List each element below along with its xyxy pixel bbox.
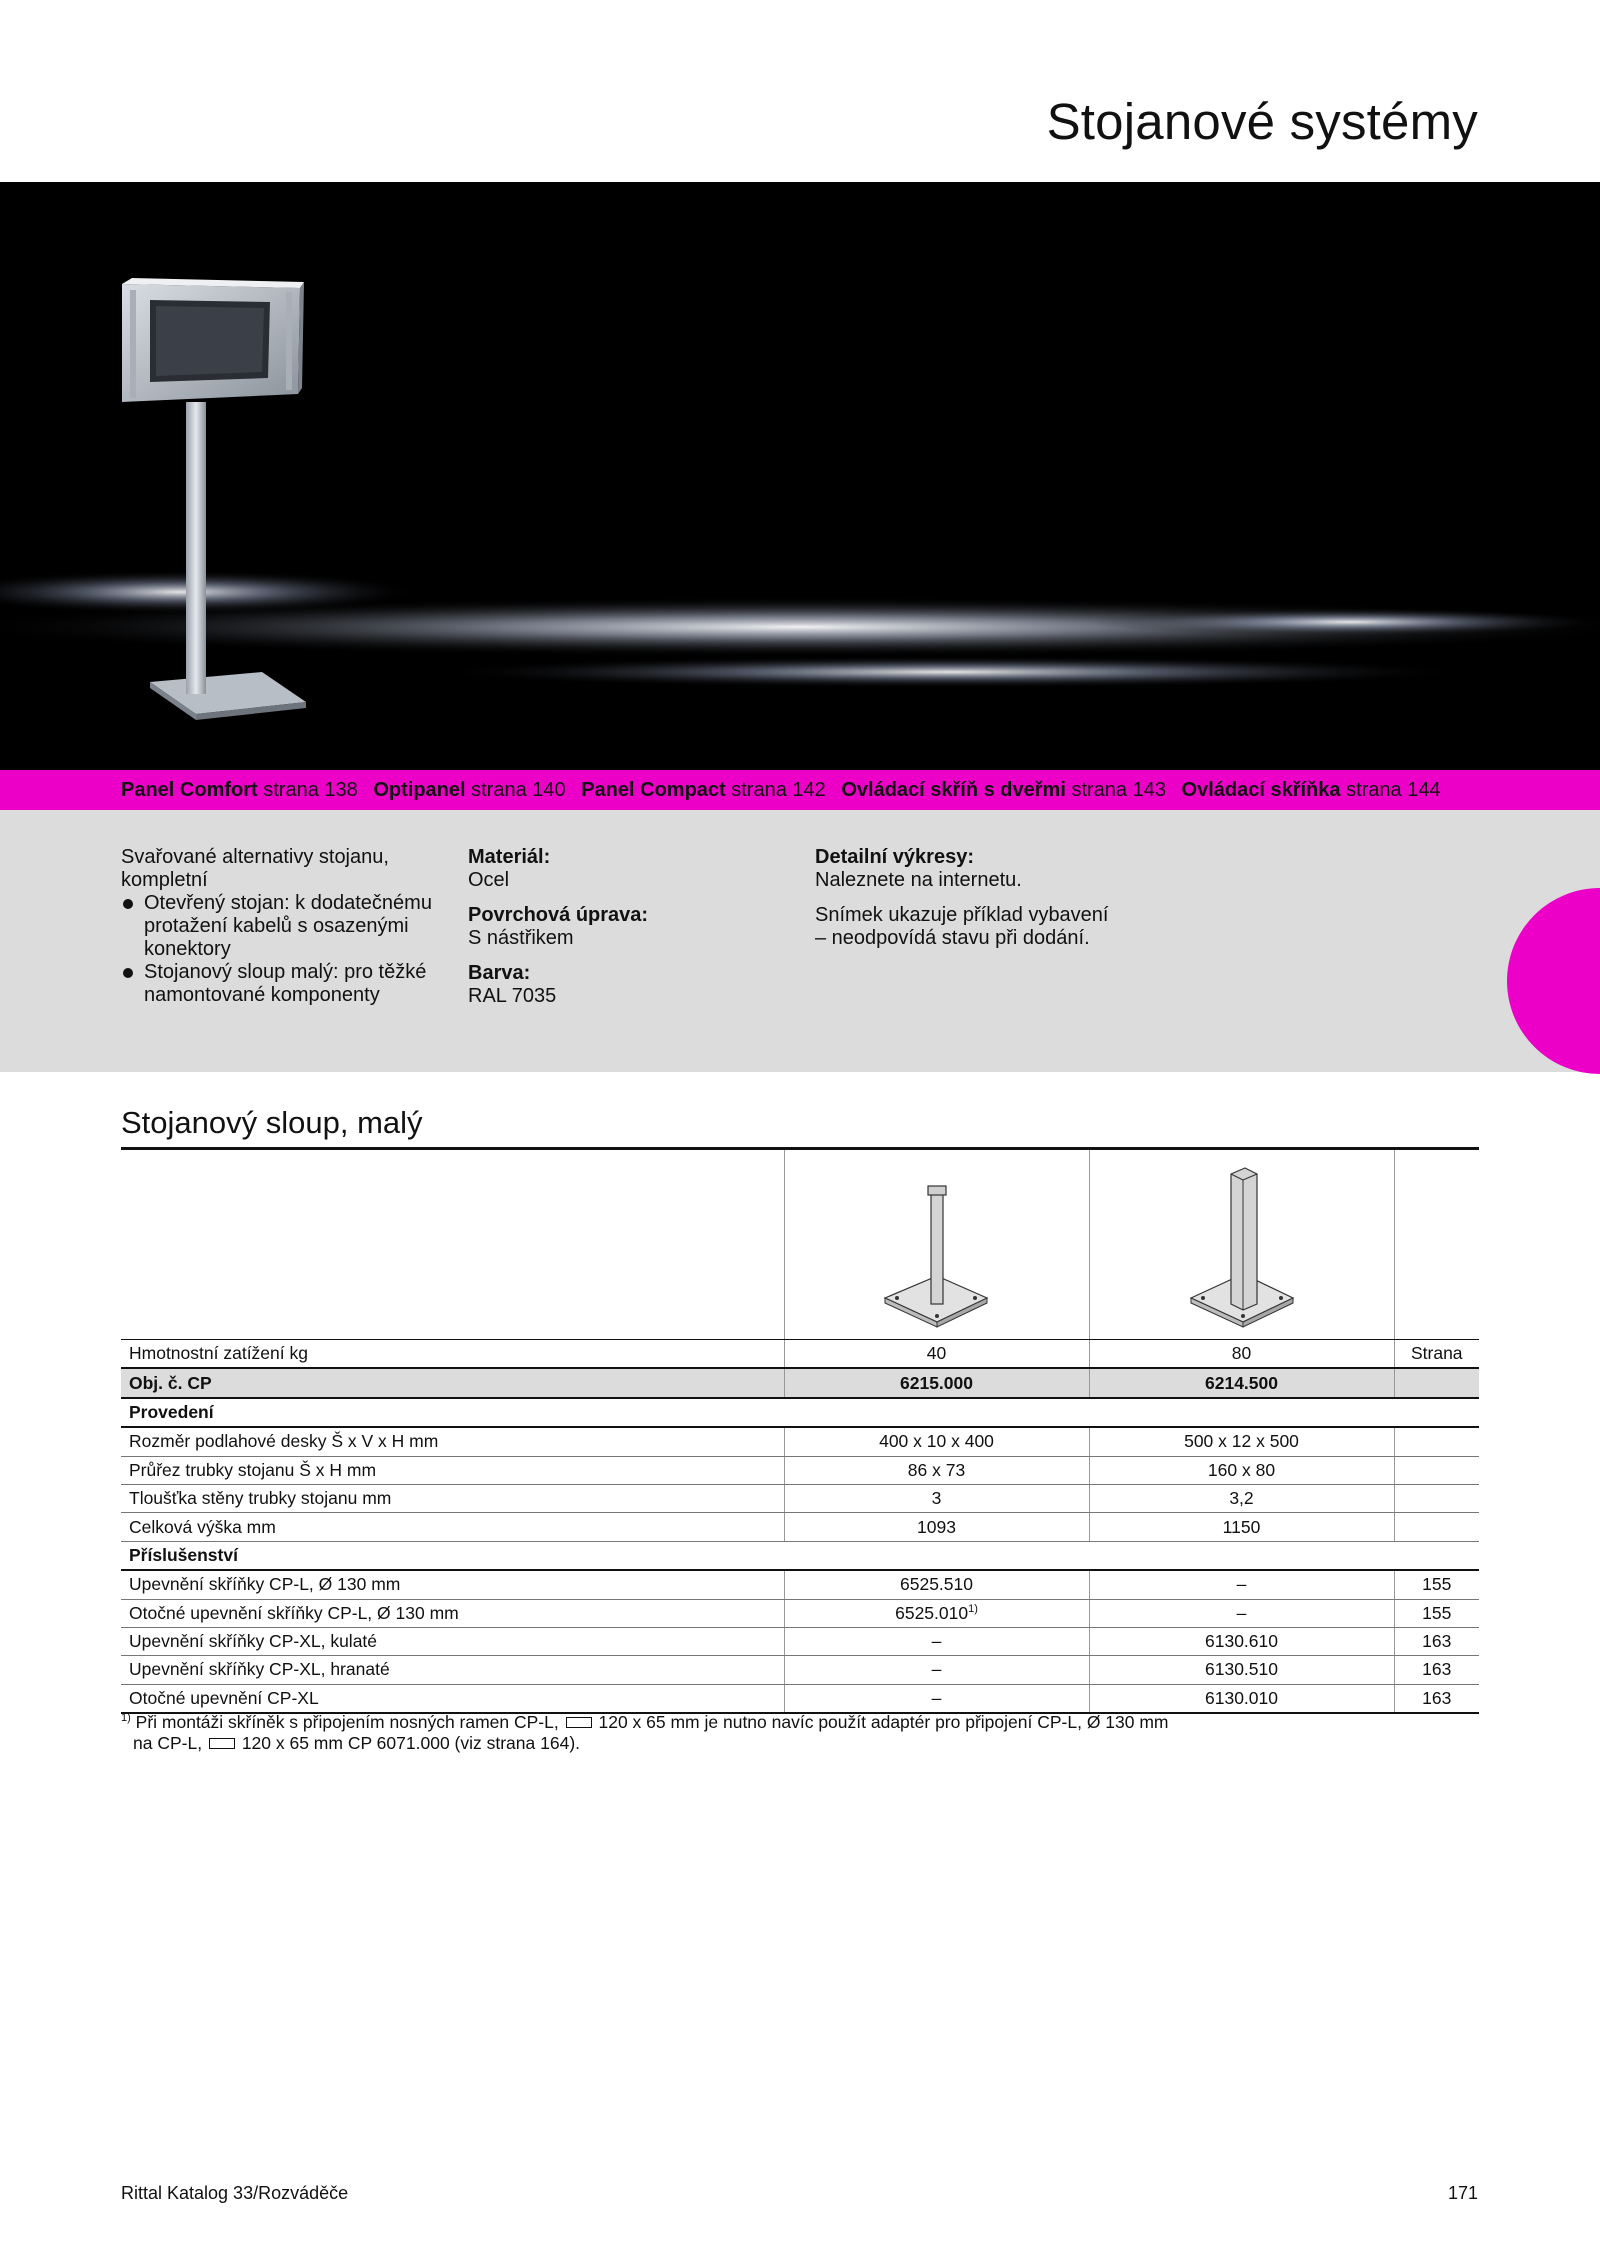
cell-value: 1150: [1089, 1513, 1394, 1541]
rectangle-symbol-icon: [566, 1717, 592, 1728]
table-row: [121, 1627, 1479, 1655]
table-section-row: [121, 1398, 1479, 1427]
cell-page: [1394, 1368, 1479, 1397]
cell-page: 163: [1394, 1627, 1479, 1655]
row-label: Celková výška mm: [121, 1513, 784, 1541]
cell-value: 160 x 80: [1089, 1456, 1394, 1484]
info-drawings: [815, 846, 1115, 950]
table-row: [121, 1368, 1479, 1397]
table-row: [121, 1456, 1479, 1484]
product-nav: [0, 770, 1600, 810]
drawings-value: Naleznete na internetu.: [815, 869, 1022, 891]
row-label: Otočné upevnění CP-XL: [121, 1684, 784, 1713]
cell-value: 40: [784, 1340, 1089, 1369]
drawings-label: Detailní výkresy:: [815, 846, 974, 868]
footnote-mark: 1): [121, 1712, 131, 1724]
row-label: Upevnění skříňky CP-XL, hranaté: [121, 1656, 784, 1684]
cell-value: 400 x 10 x 400: [784, 1427, 1089, 1456]
table-row: [121, 1656, 1479, 1684]
nav-ovladaci-skrin[interactable]: Ovládací skříň s dveřmi strana 143: [841, 779, 1166, 801]
cell-value: 6130.610: [1089, 1627, 1394, 1655]
footnote-text: Při montáži skříněk s připojením nosných ramen CP-L,: [135, 1712, 559, 1732]
cell-value: 86 x 73: [784, 1456, 1089, 1484]
surface-label: Povrchová úprava:: [468, 904, 649, 926]
cell-value: 80: [1089, 1340, 1394, 1369]
cell-page: [1394, 1513, 1479, 1541]
hero-image: [0, 182, 1600, 770]
info-box: [0, 810, 1600, 1072]
row-label: Upevnění skříňky CP-L, Ø 130 mm: [121, 1570, 784, 1599]
intro-text: Svařované alternativy stojanu, kompletní: [121, 846, 389, 891]
color-label: Barva:: [468, 962, 531, 984]
table-row: [121, 1427, 1479, 1456]
cell-page: Strana: [1394, 1340, 1479, 1369]
cell-page: 155: [1394, 1570, 1479, 1599]
row-label: Otočné upevnění skříňky CP-L, Ø 130 mm: [121, 1599, 784, 1627]
cell-value: –: [784, 1656, 1089, 1684]
cell-value: 6525.510: [784, 1570, 1089, 1599]
footnote-ref: 1): [968, 1602, 978, 1615]
section-title: Stojanový sloup, malý: [121, 1105, 423, 1140]
footnote-text: na CP-L,: [133, 1733, 203, 1753]
cell-page: 163: [1394, 1684, 1479, 1713]
table-row: [121, 1570, 1479, 1599]
page-title: Stojanové systémy: [1046, 93, 1478, 150]
rectangle-symbol-icon: [209, 1738, 235, 1749]
cell-value: 3: [784, 1484, 1089, 1512]
order-number: 6214.500: [1089, 1368, 1394, 1397]
page-number: 171: [1447, 2183, 1478, 2203]
footnote: [121, 1708, 1169, 1754]
table-section-row: [121, 1541, 1479, 1570]
cell-value: 6525.010$^{1)}$: [784, 1599, 1089, 1627]
row-label: Hmotnostní zatížení kg: [121, 1340, 784, 1369]
cell-value: –: [784, 1684, 1089, 1713]
row-label: Tloušťka stěny trubky stojanu mm: [121, 1484, 784, 1512]
bullet-item: Stojanový sloup malý: pro těžké namontované komponenty: [121, 961, 441, 1007]
material-value: Ocel: [468, 869, 510, 891]
table-row: [121, 1484, 1479, 1512]
material-label: Materiál:: [468, 846, 551, 868]
cell-value: –: [1089, 1570, 1394, 1599]
small-stand-drawing: [881, 1184, 991, 1334]
cell-value: 500 x 12 x 500: [1089, 1427, 1394, 1456]
large-stand-drawing: [1187, 1164, 1297, 1334]
bullet-item: Otevřený stojan: k dodatečnému protažení kabelů s osazenými konektory: [121, 892, 441, 961]
nav-ovladaci-skrinka[interactable]: Ovládací skříňka strana 144: [1181, 779, 1441, 801]
cell-value: 3,2: [1089, 1484, 1394, 1512]
nav-panel-compact[interactable]: Panel Compact strana 142: [581, 779, 826, 801]
footnote-text: 120 x 65 mm je nutno navíc použít adaptér pro připojení CP-L, Ø 130 mm: [598, 1712, 1169, 1732]
info-description: [121, 846, 441, 1007]
cell-value: 6130.010: [1089, 1684, 1394, 1713]
product-images-row: [121, 1150, 1479, 1339]
order-number: 6215.000: [784, 1368, 1089, 1397]
cell-page: [1394, 1484, 1479, 1512]
cell-page: [1394, 1456, 1479, 1484]
surface-value: S nástřikem: [468, 927, 574, 949]
cell-page: 163: [1394, 1656, 1479, 1684]
row-label: Průřez trubky stojanu Š x H mm: [121, 1456, 784, 1484]
cell-value: 6130.510: [1089, 1656, 1394, 1684]
row-label: Rozměr podlahové desky Š x V x H mm: [121, 1427, 784, 1456]
stand-photo: [0, 182, 1600, 770]
cell-page: [1394, 1427, 1479, 1456]
table-row: [121, 1599, 1479, 1627]
table-row: [121, 1340, 1479, 1369]
spec-table: [121, 1339, 1479, 1714]
color-value: RAL 7035: [468, 985, 557, 1007]
row-label: Upevnění skříňky CP-XL, kulaté: [121, 1627, 784, 1655]
cell-value: 1093: [784, 1513, 1089, 1541]
cell-value: –: [784, 1627, 1089, 1655]
info-material: [468, 846, 768, 1008]
section-label: Provedení: [121, 1398, 1479, 1427]
nav-optipanel[interactable]: Optipanel strana 140: [373, 779, 566, 801]
row-label: Obj. č. CP: [121, 1368, 784, 1397]
footnote-text: 120 x 65 mm CP 6071.000 (viz strana 164).: [241, 1733, 581, 1753]
image-note: Snímek ukazuje příklad vybavení – neodpovídá stavu při dodání.: [815, 904, 1109, 949]
footer-catalog: Rittal Katalog 33/Rozváděče: [121, 2183, 349, 2203]
nav-panel-comfort[interactable]: Panel Comfort strana 138: [121, 779, 358, 801]
cell-page: 155: [1394, 1599, 1479, 1627]
cell-value: –: [1089, 1599, 1394, 1627]
table-row: [121, 1513, 1479, 1541]
section-label: Příslušenství: [121, 1541, 1479, 1570]
